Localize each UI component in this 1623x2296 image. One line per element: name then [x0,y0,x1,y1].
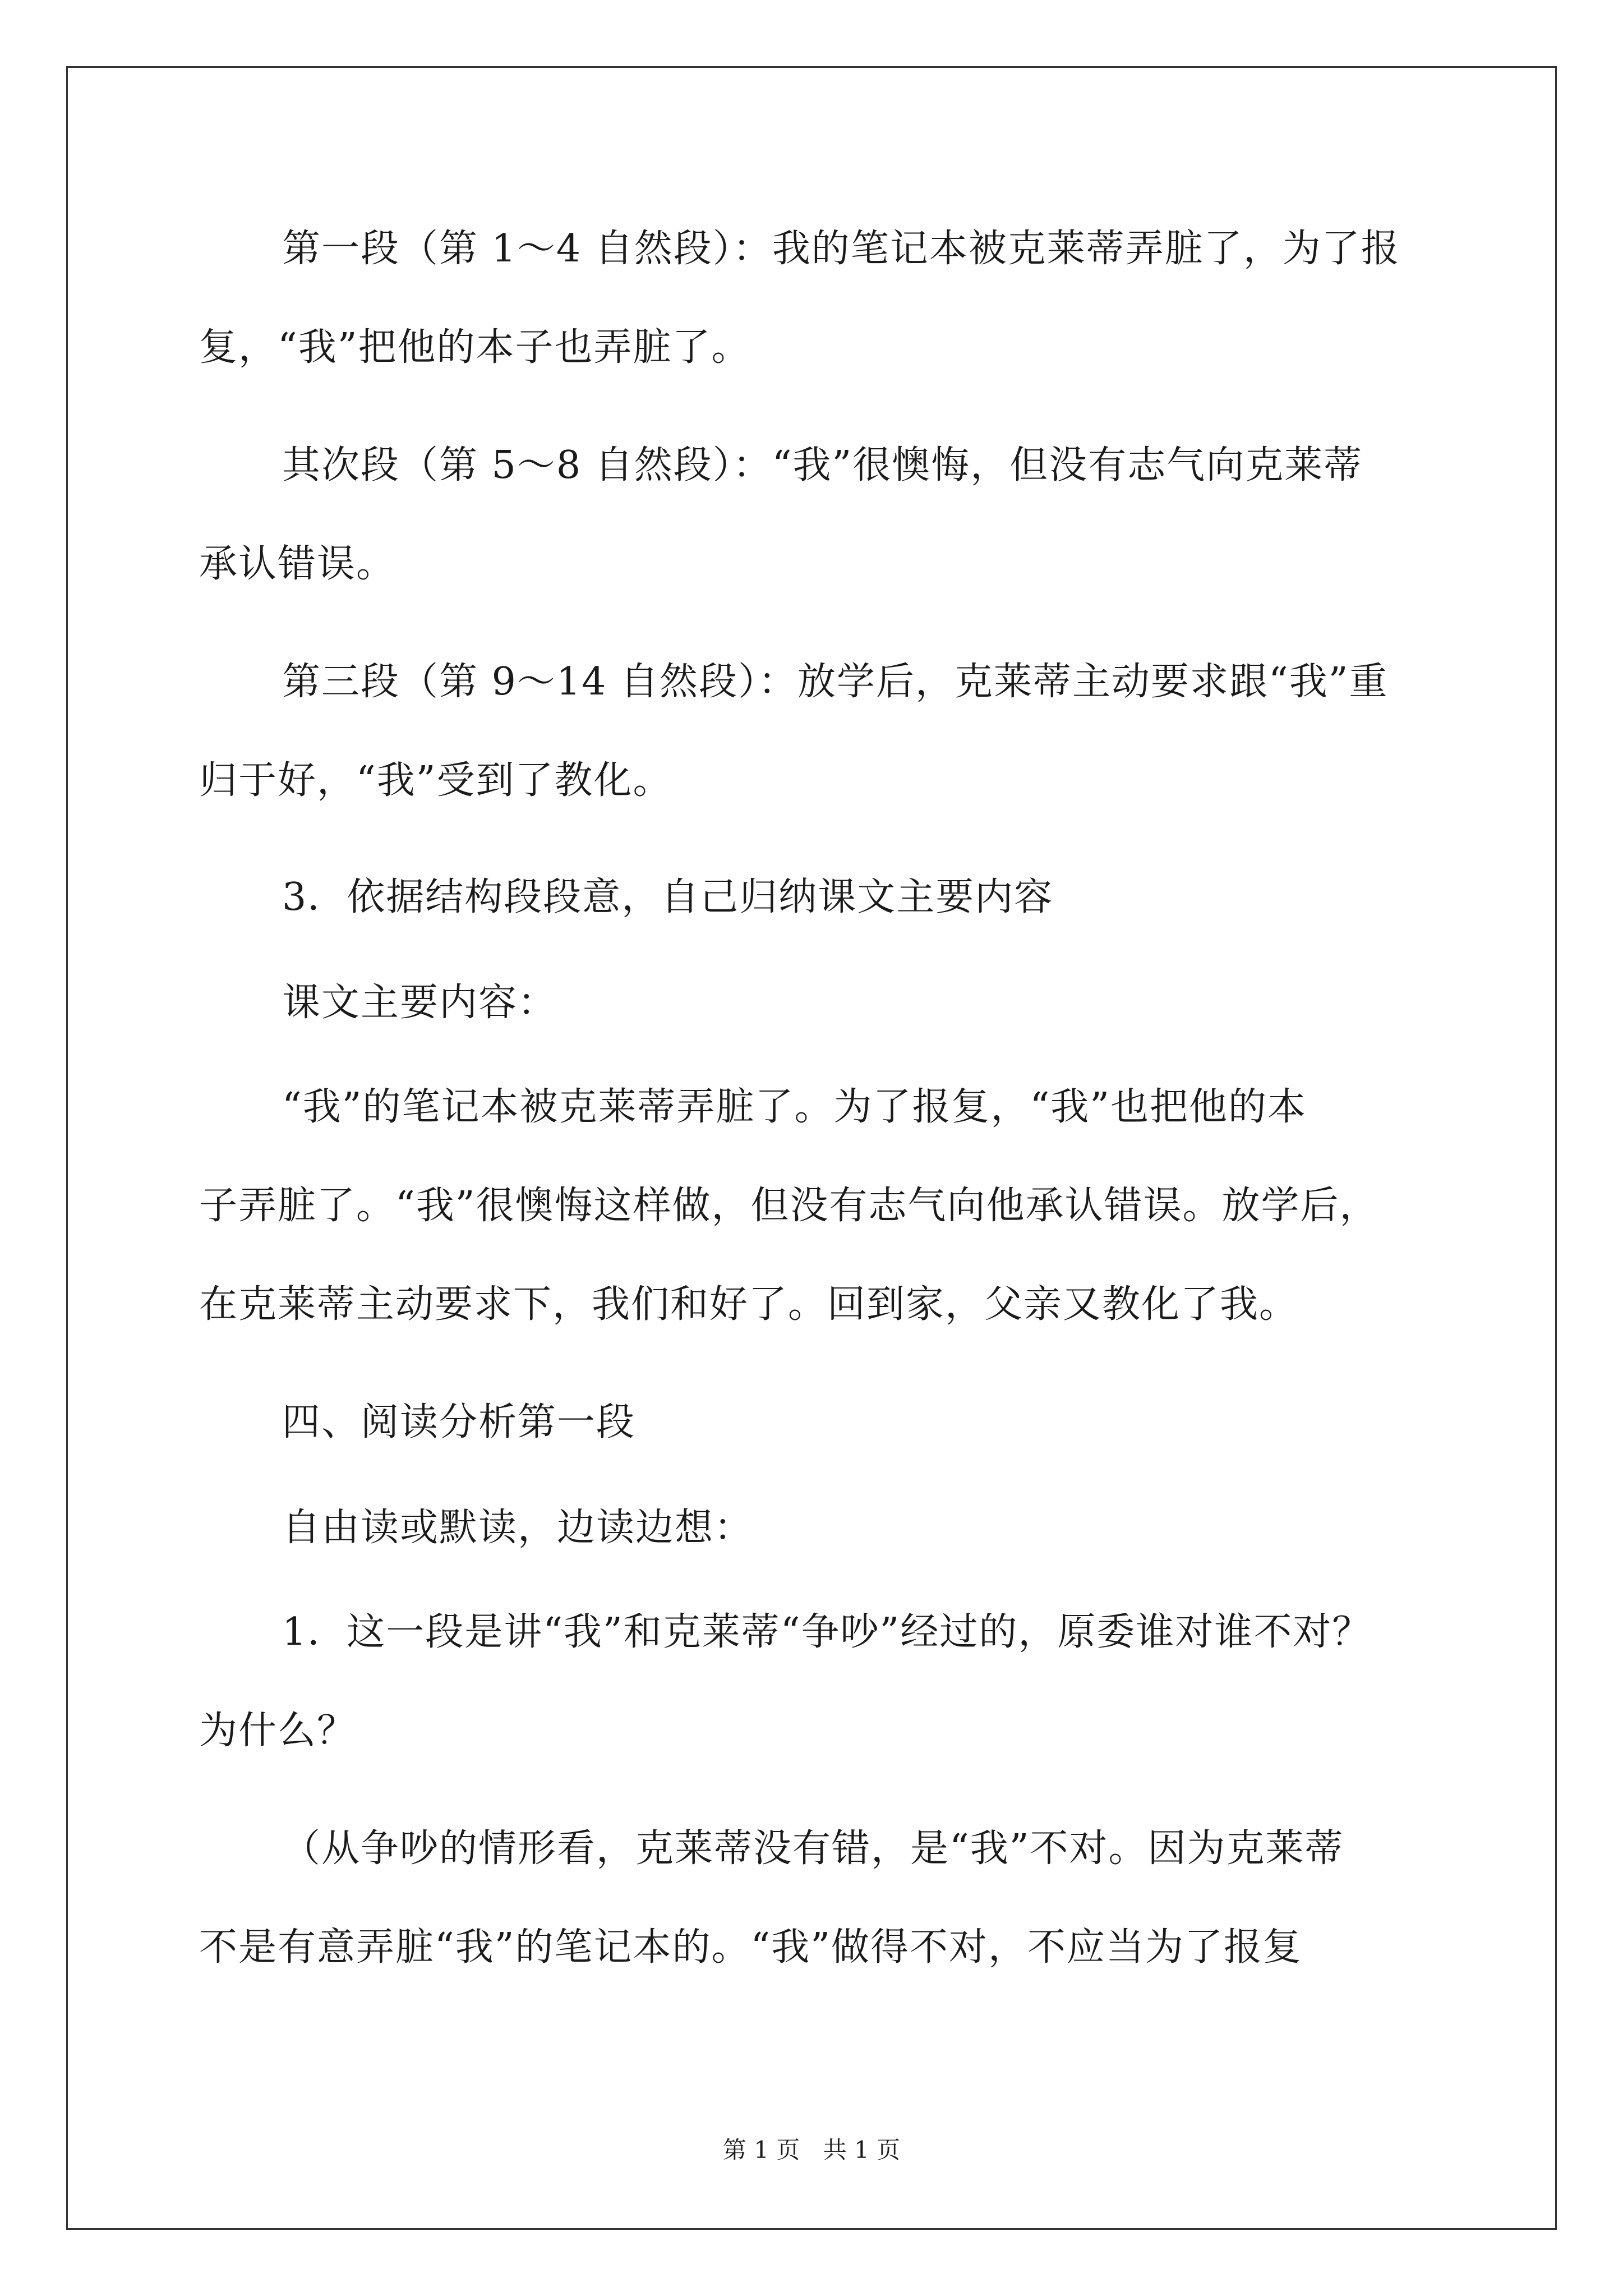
paragraph-line-5: 第三段（第 9～14 自然段）：放学后，克莱蒂主动要求跟“我”重 [282,660,1389,704]
paragraph-line-15: 为什么？ [199,1709,357,1753]
paragraph-line-16: （从争吵的情形看，克莱蒂没有错，是“我”不对。因为克莱蒂 [282,1826,1344,1871]
paragraph-line-12: 四、阅读分析第一段 [282,1400,636,1444]
page-number: 第 1 页 [722,2136,800,2164]
paragraph-line-1: 第一段（第 1～4 自然段）：我的笔记本被克莱蒂弄脏了，为了报 [282,227,1400,271]
page-total: 共 1 页 [823,2136,901,2164]
paragraph-line-4: 承认错误。 [199,542,396,586]
page-footer [0,2133,1623,2167]
paragraph-line-17: 不是有意弄脏“我”的笔记本的。“我”做得不对，不应当为了报复 [199,1925,1303,1970]
paragraph-line-6: 归于好，“我”受到了教化。 [199,758,672,803]
paragraph-line-7: 3．依据结构段段意，自己归纳课文主要内容 [282,875,1054,919]
paragraph-line-8: 课文主要内容： [282,981,557,1025]
paragraph-line-10: 子弄脏了。“我”很懊悔这样做，但没有志气向他承认错误。放学后， [199,1184,1379,1228]
paragraph-line-11: 在克莱蒂主动要求下，我们和好了。回到家，父亲又教化了我。 [199,1282,1299,1327]
paragraph-line-14: 1．这一段是讲“我”和克莱蒂“争吵”经过的，原委谁对谁不对？ [282,1610,1372,1654]
paragraph-line-9: “我”的笔记本被克莱蒂弄脏了。为了报复，“我”也把他的本 [282,1085,1307,1129]
paragraph-line-2: 复，“我”把他的本子也弄脏了。 [199,325,751,370]
paragraph-line-3: 其次段（第 5～8 自然段）：“我”很懊悔，但没有志气向克莱蒂 [282,443,1363,487]
paragraph-line-13: 自由读或默读，边读边想： [282,1506,754,1550]
